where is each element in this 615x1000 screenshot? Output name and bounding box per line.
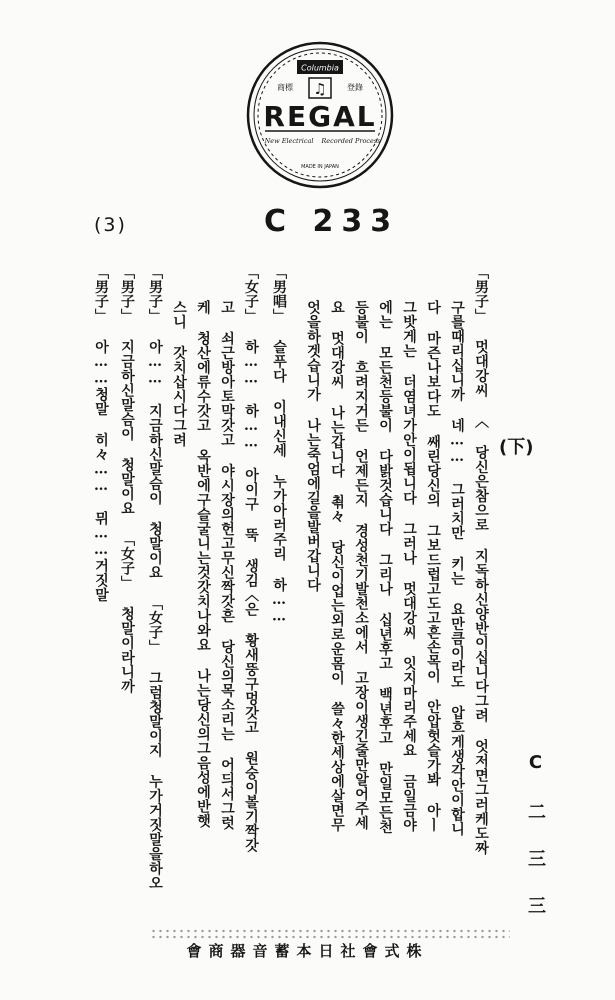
lyric-column-10: 「女子」 하…… 하…… 아이구 뚝 생김〈은 황새뚱구멍갓고 원숭이볼기짝갓 — [243, 265, 259, 853]
svg-text:New Electrical: New Electrical — [264, 137, 314, 145]
lyric-column-14: 「男子」 아…… 지금하신말슴이 청말이요 「女子」 그럼청말이지 누가거짓말을하오 — [147, 265, 163, 890]
svg-text:MADE IN JAPAN: MADE IN JAPAN — [301, 164, 339, 170]
lyric-column-11: 고 쇠근방아토막갓고 야시장의헌고무신짝갓흔 당신의목소리는 어듸서그럿 — [219, 300, 235, 830]
record-label-seal — [245, 40, 395, 190]
brand-name: REGAL — [263, 100, 377, 133]
svg-text:Columbia: Columbia — [301, 63, 339, 73]
lyric-column-3: 다 마즌나보다도 쌔린당신의 그보드럽고도고흔손목이 안압헛슬가봐 아ㅣ — [425, 300, 441, 832]
lyric-column-4: 그밧게는 더염녀가안이됩니다 그러나 멋대강씨 잇지마리주세요 금일금야 — [401, 300, 417, 832]
lyric-column-5: 에는 모든천등불이 다밝것습니다 그리나 십년후고 백년후고 만일모든천 — [377, 300, 393, 834]
page-number: (3) — [94, 214, 127, 236]
lyric-column-15: 「男子」 지금하신말슴이 청말이요 「女子」 청말이라니까 — [119, 265, 135, 694]
footer-ornament — [150, 928, 510, 940]
lyric-column-16: 「男子」 아……청말 히々…… 뮈……거짓말 — [93, 265, 109, 602]
regal-label-logo — [245, 40, 395, 190]
lyric-column-8: 엇을하겟습니가 나는죽엄에길을발버갑니다 — [305, 300, 321, 592]
lyric-column-1: 「男子」 멋대강씨 〈 당신은참으로 지독하신양반이십니다그려 엇저면그러케도짜 — [473, 265, 489, 855]
side-catalog-number: C 二 三 三 — [525, 752, 546, 918]
lyric-column-9: 「男唱」 슬푸다 이내신세 누가아러주리 하…… — [271, 265, 287, 625]
svg-text:商標: 商標 — [277, 83, 293, 92]
lyric-column-7: 요 멋대강씨 나는갑니다 쵞々 당신이업는외로운몸이 쓸々한세상에살면무 — [329, 300, 345, 832]
side-indicator: (下) — [499, 437, 534, 458]
svg-text:Recorded Process: Recorded Process — [321, 137, 381, 145]
publisher-name: 會商器音蓄本日社會式株 — [186, 942, 429, 960]
catalog-number: C 233 — [264, 204, 400, 239]
music-note-icon: ♫ — [313, 80, 327, 98]
svg-text:登錄: 登錄 — [347, 83, 363, 92]
lyric-column-13: 스니 갓치삽시다그려 — [171, 300, 187, 447]
lyric-column-2: 구를때리십니까 네…… 그러치만 키는 요만큼이라도 압흐게생각안이합니 — [449, 300, 465, 836]
lyric-column-6: 등불이 흐려지거든 언제든지 경성천기발천소에서 고장이생긴줄만알어주세 — [353, 300, 369, 830]
lyric-column-12: 케 청산에류수갓고 옥반에구슬굴니는것갓치나와요 나는당신의그음성에반햇 — [195, 300, 211, 828]
